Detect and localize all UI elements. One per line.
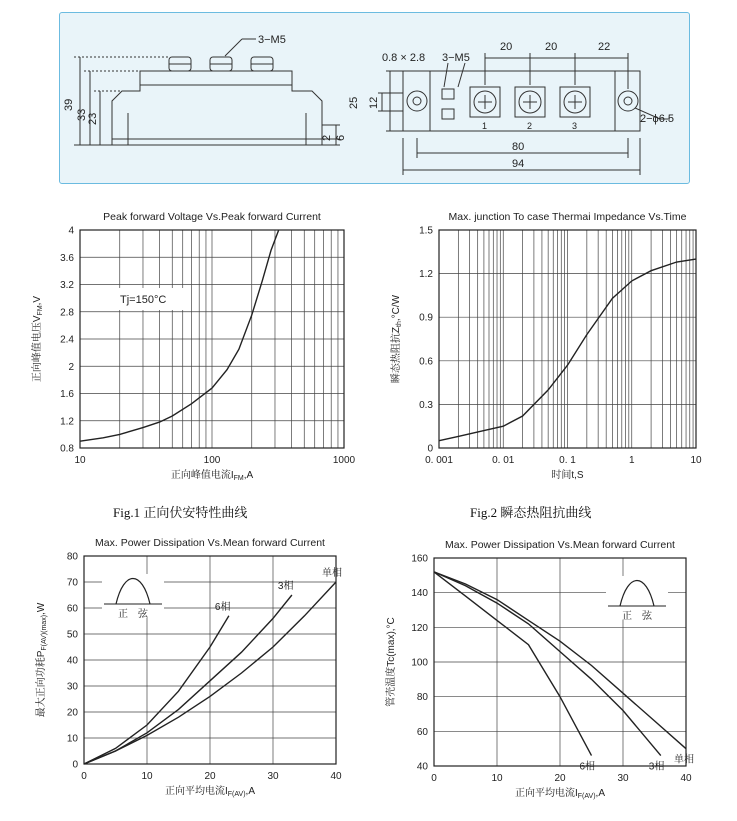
dim-22: 22 [598,41,611,53]
chart-fig2 [385,195,735,495]
terminal-2 [515,87,545,117]
dim-slot: 0.8 × 2.8 [382,52,426,64]
dim-holes: 2−ϕ6.5 [640,113,674,125]
fig2-xtick-label: 0. 1 [559,455,576,466]
mount-hole-left [407,91,427,111]
fig4-series-line [434,572,592,756]
fig2-svg [385,195,735,495]
fig4-ytick-label: 60 [416,726,428,738]
fig3-xtick-label: 40 [330,771,342,782]
dim-side-screw: 3−M5 [258,34,286,46]
fig3-ytick-label: 30 [66,681,78,693]
fig4-title: Max. Power Dissipation Vs.Mean forward Current [445,539,675,551]
fig3-xtick-label: 20 [204,771,216,782]
fig1-ytick-label: 2.4 [60,334,74,346]
fig1-ytick-label: 4 [68,225,74,237]
fig2-ytick-label: 0.9 [419,312,433,324]
annotation-text: Tj=150°C [120,294,167,306]
fig4-ytick-label: 40 [416,761,428,773]
fig1-ylabel: 正向峰值电压$V_{FM},V$ [32,295,44,383]
fig1-xlabel: 正向峰值电流$I_{FM},A$ [170,470,254,482]
dimension-drawing [60,13,689,183]
fig4-ytick-label: 100 [411,657,428,669]
fig4-ytick-label: 80 [416,692,428,704]
fig3-title: Max. Power Dissipation Vs.Mean forward Current [95,537,325,549]
dim-h6: 6 [335,134,347,141]
fig1-ytick-label: 2 [68,361,74,373]
fig2-ytick-label: 0.3 [419,399,433,411]
fig2-ytick-label: 1.5 [419,225,433,237]
fig1-ytick-label: 0.8 [60,443,74,455]
dim-h2: 2 [321,134,333,141]
fig3-svg [0,528,360,821]
fig1-ytick-label: 1.6 [60,389,74,400]
dim-20b: 20 [545,41,558,53]
fig4-svg [380,528,737,821]
fig1-grid [80,230,344,448]
fig2-ytick-label: 0.6 [419,356,433,368]
fig3-series-label: 单相 [322,568,342,579]
fig3-ylabel: 最大正向功耗$P_{F(AV)(max)},W$ [36,602,48,718]
fig1-caption: Fig.1 正向伏安特性曲线 [113,505,248,520]
dim-94: 94 [512,158,525,170]
fig4-xtick-label: 10 [491,773,503,784]
fig1-xtick-label: 10 [74,455,86,466]
fig3-series-label: 3相 [277,581,294,592]
fig4-xtick-label: 0 [431,773,437,784]
fig4-ylabel: 管壳温度Tc(max),°C [386,617,397,707]
fig3-ytick-label: 20 [66,707,78,719]
fig1-xtick-label: 1000 [332,455,356,466]
fig4-ytick-label: 120 [411,622,428,634]
terminal-label-2: 2 [527,121,533,131]
dim-25: 25 [348,96,360,109]
fig4-xtick-label: 20 [554,773,566,784]
fig1-svg [0,195,360,495]
screw-3 [251,57,273,71]
fig2-ytick-label: 0 [427,443,433,455]
fig1-title: Peak forward Voltage Vs.Peak forward Current [103,211,321,223]
fig4-series-label: 3相 [648,761,665,773]
fig1-ytick-label: 1.2 [60,416,74,428]
fig1-ytick-label: 3.2 [60,280,74,291]
fig3-ytick-label: 50 [66,629,78,641]
fig3-xtick-label: 0 [81,771,87,782]
fig3-series-label: 6相 [214,601,231,613]
terminal-3 [560,87,590,117]
chart-fig4 [380,528,737,821]
fig3-xlabel: 正向平均电流$I_{F(AV)},A$ [165,786,255,798]
dim-80: 80 [512,141,525,153]
dim-h39: 39 [63,98,75,111]
fig2-caption: Fig.2 瞬态热阻抗曲线 [470,505,592,520]
fig4-series-label: 6相 [579,761,596,773]
screw-2 [210,57,232,71]
dim-12: 12 [368,96,380,109]
fig4-xtick-label: 30 [617,773,629,784]
dim-h23: 23 [87,112,99,125]
fig1-xtick-label: 100 [203,455,221,466]
screw-1 [169,57,191,71]
fig3-ytick-label: 0 [72,759,78,771]
chart-fig1 [0,195,360,495]
dim-20a: 20 [500,41,513,53]
terminal-label-1: 1 [482,121,488,131]
fig3-series-line [84,616,229,764]
fig1-annotation [114,288,188,310]
fig1-series-line [80,230,279,441]
fig2-xtick-label: 0. 01 [492,455,515,466]
fig1-ytick-label: 3.6 [60,252,74,264]
fig4-ytick-label: 140 [411,588,428,600]
fig3-ytick-label: 70 [66,577,78,589]
module-side-body [112,85,322,145]
fig3-ytick-label: 40 [66,655,78,667]
fig2-title: Max. junction To case Thermai Impedance Vs.Time [448,211,687,223]
fig3-xtick-label: 30 [267,771,279,782]
fig4-xlabel: 正向平均电流$I_{F(AV)},A$ [515,788,605,800]
fig3-xtick-label: 10 [141,771,153,782]
fig4-series-label: 单相 [674,754,694,766]
chart-fig3 [0,528,360,821]
fig3-ytick-label: 60 [66,603,78,615]
fig2-xtick-label: 0. 001 [425,455,453,466]
fig4-waveform-inset [606,576,668,622]
terminal-1 [470,87,500,117]
fig3-ytick-label: 80 [66,551,78,563]
inset-label: 正 弦 [118,609,148,620]
module-cap [140,71,292,85]
fig1-ytick-label: 2.8 [60,307,74,319]
fig2-xtick-label: 1 [628,455,635,466]
terminal-label-3: 3 [572,121,578,131]
fig3-waveform-inset [102,574,164,620]
fig2-xtick-label: 10 [690,455,702,466]
dim-h33: 33 [76,108,88,121]
fig2-grid [439,230,696,448]
fig4-xtick-label: 40 [680,773,692,784]
fig2-ylabel: 瞬态热阻抗$Z_{th},^\circ C/W$ [391,294,403,384]
fig4-ytick-label: 160 [411,553,428,565]
fig3-series-line [84,595,292,764]
fig2-ytick-label: 1.2 [419,269,433,281]
inset-label: 正 弦 [622,611,652,622]
dim-top-screw: 3−M5 [442,52,470,64]
fig3-ytick-label: 10 [66,733,78,745]
module-top-body [403,71,640,131]
fig2-xlabel: 时间t,S [551,470,584,481]
dimension-drawing-panel [59,12,690,184]
